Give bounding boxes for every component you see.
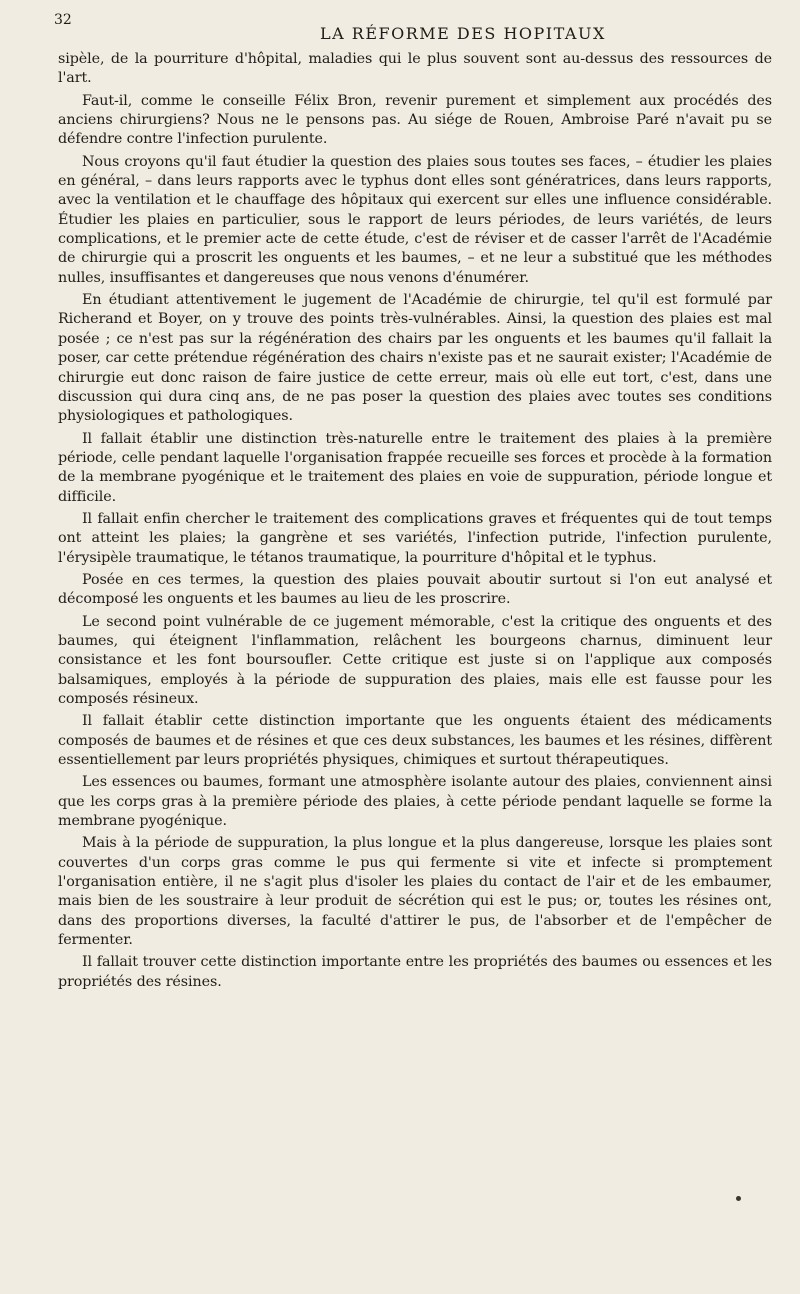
paragraph: sipèle, de la pourriture d'hôpital, maladies qui le plus souvent sont au-dessus des ressources de l'art.: [58, 51, 772, 87]
body-text: [58, 50, 772, 995]
paragraph: Nous croyons qu'il faut étudier la question des plaies sous toutes ses faces, – étudier les plaies en général, – dans leurs rapports avec le typhus dont elles sont génératrices, dans leurs rapports, avec la ventilation et le chauffage des hôpitaux qui exercent sur elles une influence considérable. Étudier les plaies en particulier, sous le rapport de leurs périodes, de leurs variétés, de leurs complications, et le premier acte de cette étude, c'est de réviser et de casser l'arrêt de l'Académie de chirurgie qui a proscrit les onguents et les baumes, – et ne leur a substitué que les méthodes nulles, insuffisantes et dangereuses que nous venons d'énumérer.: [58, 153, 772, 286]
page-header: [0, 12, 800, 46]
page-number: 32: [54, 12, 72, 28]
paragraph: Il fallait enfin chercher le traitement des complications graves et fréquentes qui de tout temps ont atteint les plaies; la gangrène et ses variétés, l'infection putride, l'infection purulente, l'érysipèle traumatique, le tétanos traumatique, la pourriture d'hôpital et le typhus.: [58, 510, 772, 566]
ink-speck: [736, 1196, 741, 1201]
running-head: LA RÉFORME DES HOPITAUX: [320, 24, 606, 43]
paragraph: Le second point vulnérable de ce jugement mémorable, c'est la critique des onguents et des baumes, qui éteignent l'inflammation, relâchent les bourgeons charnus, diminuent leur consistance et les font boursoufler. Cette critique est juste si on l'applique aux composés balsamiques, employés à la période de suppuration des plaies, mais elle est fausse pour les composés résineux.: [58, 613, 772, 707]
paragraph: En étudiant attentivement le jugement de l'Académie de chirurgie, tel qu'il est formulé par Richerand et Boyer, on y trouve des points très-vulnérables. Ainsi, la question des plaies est mal posée ; ce n'est pas sur la régénération des chairs par les onguents et les baumes qu'il fallait la poser, car cette prétendue régénération des chairs n'existe pas et ne saurait exister; l'Académie de chirurgie eut donc raison de faire justice de cette erreur, mais où elle eut tort, c'est, dans une discussion qui dura cinq ans, de ne pas poser la question des plaies avec toutes ses conditions physiologiques et pathologiques.: [58, 292, 772, 425]
paragraph: Faut-il, comme le conseille Félix Bron, revenir purement et simplement aux procédés des anciens chirurgiens? Nous ne le pensons pas. Au siége de Rouen, Ambroise Paré n'avait pu se défendre contre l'infection purulente.: [58, 92, 772, 148]
paragraph: Posée en ces termes, la question des plaies pouvait aboutir surtout si l'on eut analysé et décomposé les onguents et les baumes au lieu de les proscrire.: [58, 571, 772, 608]
paragraph: Les essences ou baumes, formant une atmosphère isolante autour des plaies, conviennent ainsi que les corps gras à la première période des plaies, à cette période pendant laquelle se forme la membrane pyogénique.: [58, 774, 772, 830]
paragraph: Il fallait établir cette distinction importante que les onguents étaient des médicaments composés de baumes et de résines et que ces deux substances, les baumes et les résines, diffèrent essentiellement par leurs propriétés physiques, chimiques et surtout thérapeutiques.: [58, 713, 772, 769]
paragraph: Il fallait établir une distinction très-naturelle entre le traitement des plaies à la première période, celle pendant laquelle l'organisation frappée recueille ses forces et procède à la formation de la membrane pyogénique et le traitement des plaies en voie de suppuration, période longue et difficile.: [58, 430, 772, 505]
paragraph: Il fallait trouver cette distinction importante entre les propriétés des baumes ou essences et les propriétés des résines.: [58, 954, 772, 990]
paragraph: Mais à la période de suppuration, la plus longue et la plus dangereuse, lorsque les plaies sont couvertes d'un corps gras comme le pus qui fermente si vite et infecte si promptement l'organisation entière, il ne s'agit plus d'isoler les plaies du contact de l'air et de les embaumer, mais bien de les soustraire à leur produit de sécrétion qui est le pus; or, toutes les résines ont, dans des proportions diverses, la faculté d'attirer le pus, de l'absorber et de l'empêcher de fermenter.: [58, 835, 772, 949]
